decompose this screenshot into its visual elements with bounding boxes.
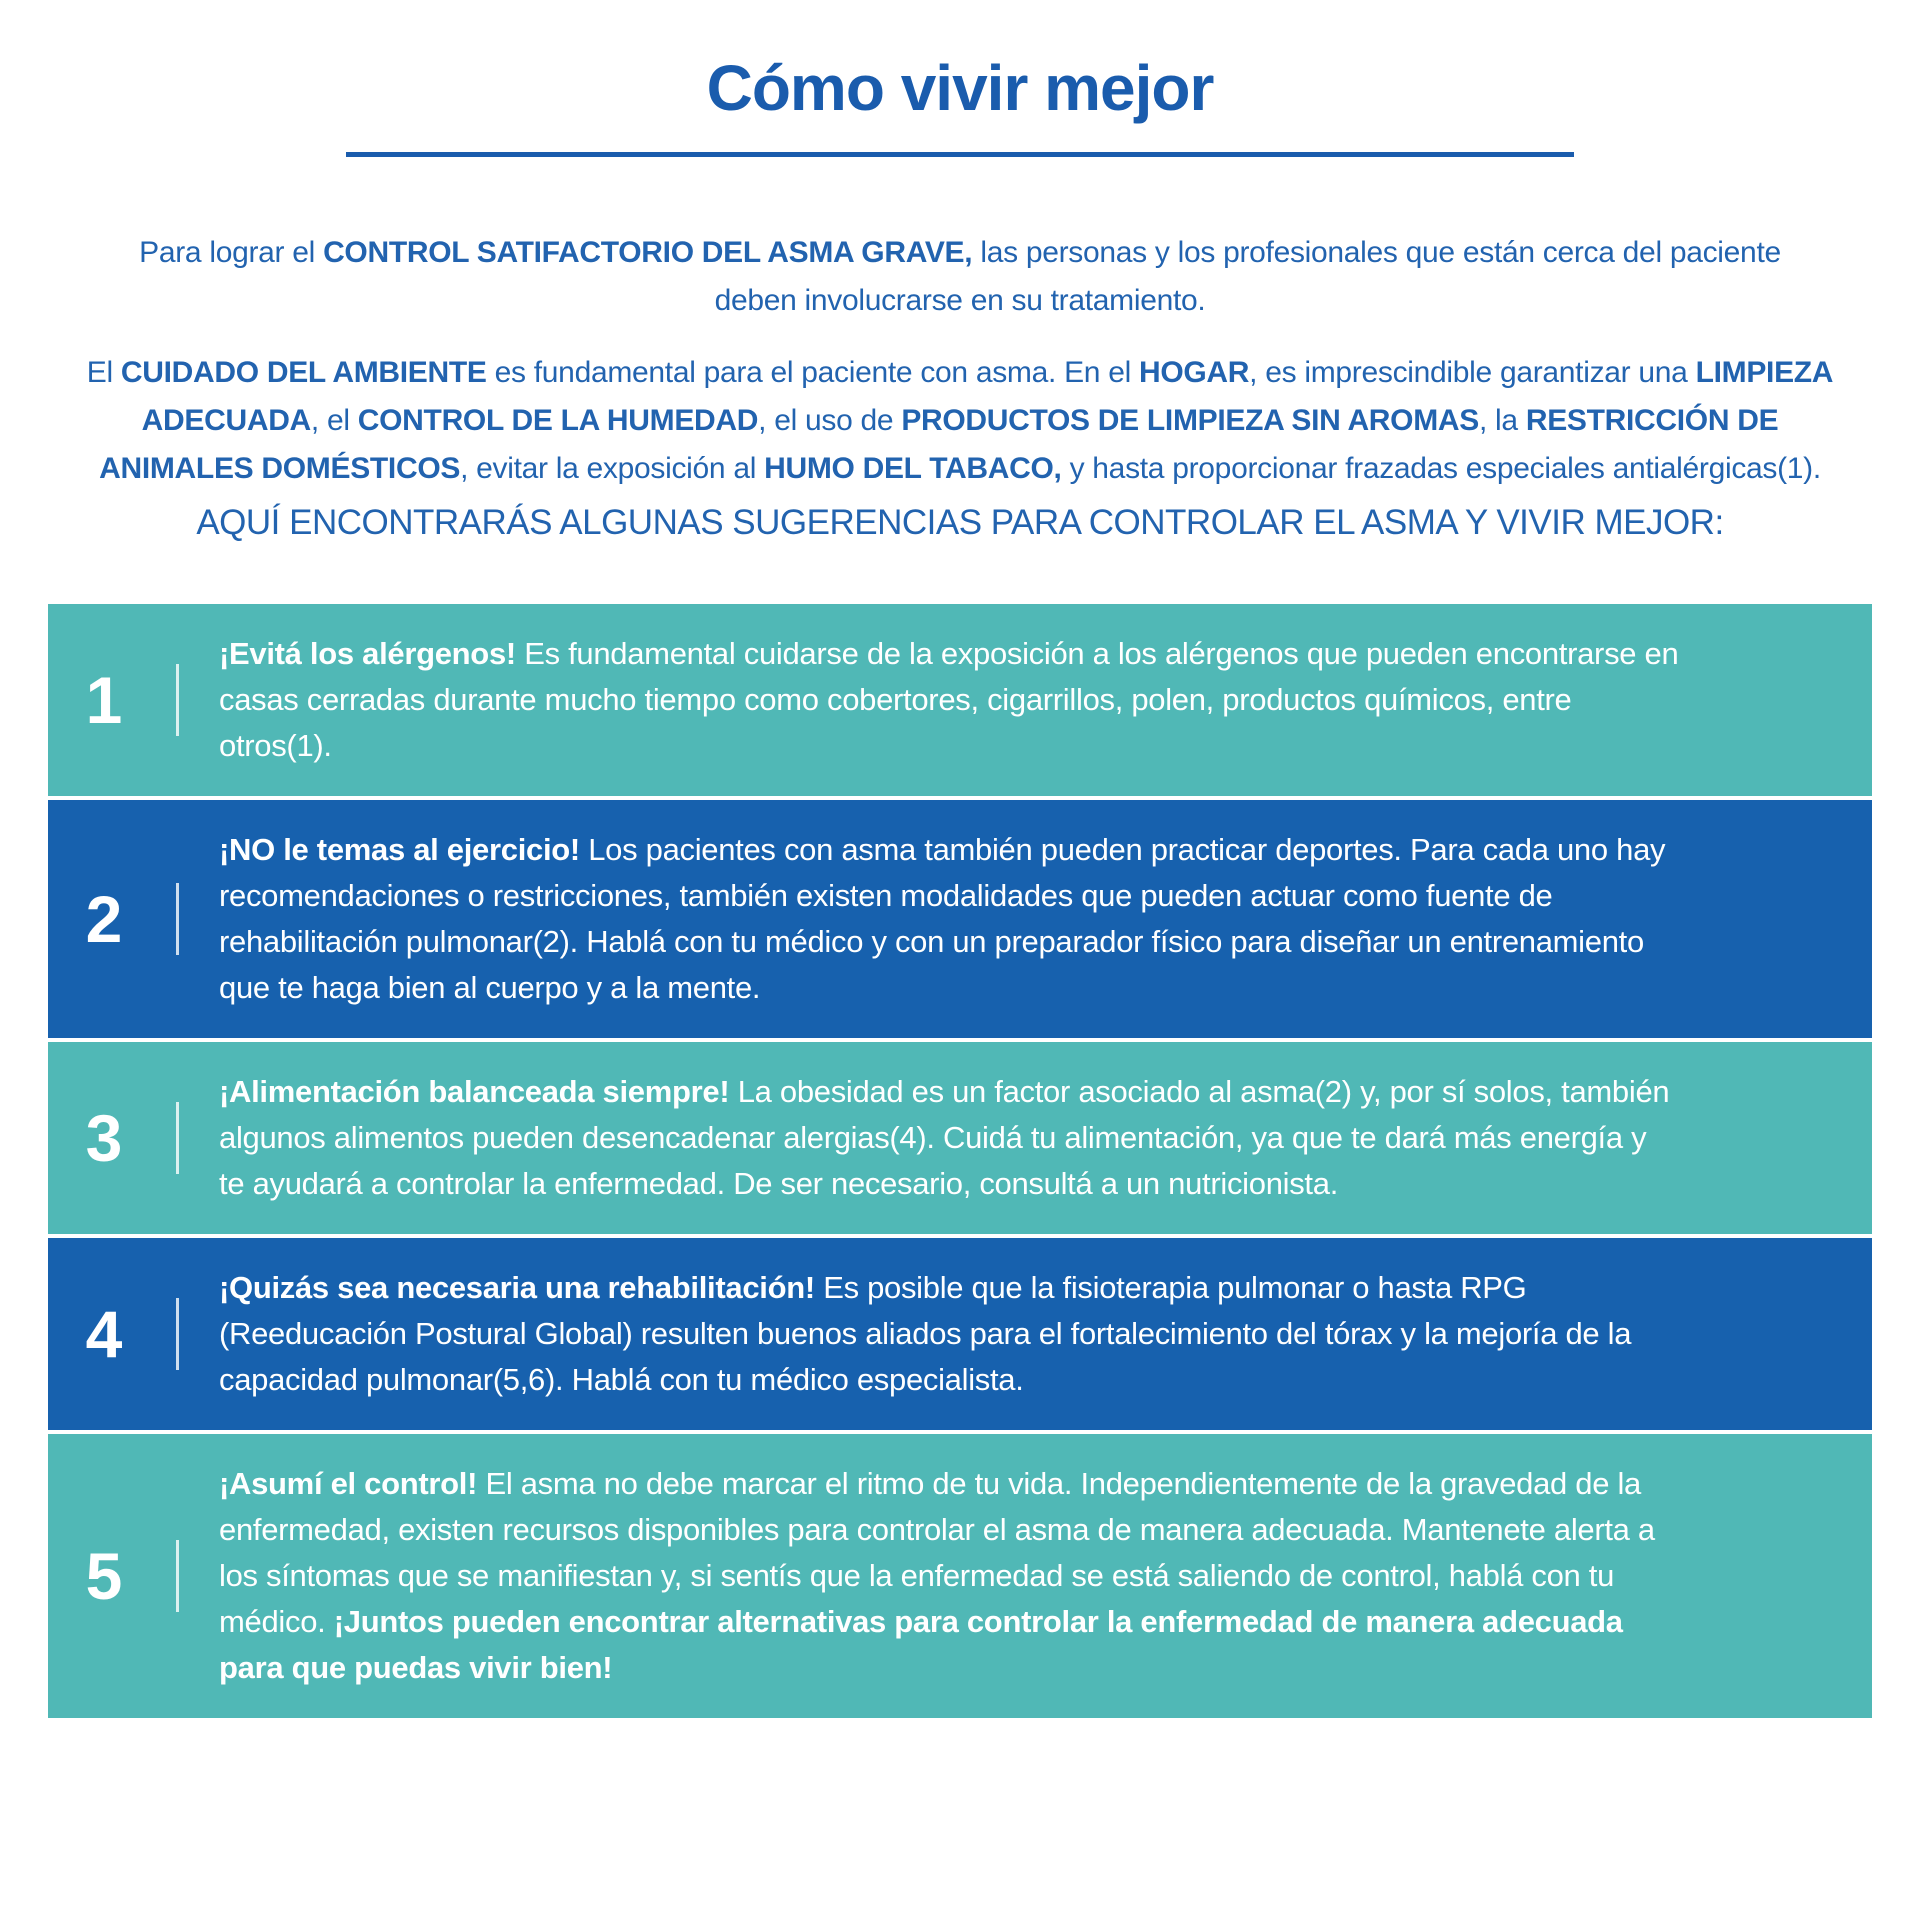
title-underline: [346, 152, 1574, 157]
band-text: ¡Evitá los alérgenos! Es fundamental cuidarse de la exposición a los alérgenos que pueden encontrarse en casas cerradas durante mucho tiempo como cobertores, cigarrillos, polen, productos químicos, entre otros(1).: [219, 636, 1679, 763]
section-heading: AQUÍ ENCONTRARÁS ALGUNAS SUGERENCIAS PARA CONTROLAR EL ASMA Y VIVIR MEJOR:: [196, 503, 1724, 542]
suggestion-band-5: [48, 1434, 1872, 1718]
band-text: ¡Alimentación balanceada siempre! La obesidad es un factor asociado al asma(2) y, por sí solos, también algunos alimentos pueden desencadenar alergias(4). Cuidá tu alimentación, ya que te dará más energía y te ayudará a controlar la enfermedad. De ser necesario, consultá a un nutricionista.: [219, 1074, 1670, 1201]
suggestion-band-4: [48, 1238, 1872, 1430]
suggestion-band-1: [48, 604, 1872, 796]
band-number: 1: [85, 663, 123, 737]
environment-paragraph: El CUIDADO DEL AMBIENTE es fundamental para el paciente con asma. En el HOGAR, es imprescindible garantizar una LIMPIEZA ADECUADA, el CONTROL DE LA HUMEDAD, el uso de PRODUCTOS DE LIMPIEZA SIN AROMAS, la RESTRICCIÓN DE ANIMALES DOMÉSTICOS, evitar la exposición al HUMO DEL TABACO, y hasta proporcionar frazadas especiales antialérgicas(1).: [86, 356, 1834, 485]
page-title: Cómo vivir mejor: [706, 52, 1214, 124]
band-number: 4: [85, 1297, 123, 1371]
band-number: 2: [85, 882, 123, 956]
band-text: ¡NO le temas al ejercicio! Los pacientes con asma también pueden practicar deportes. Para cada uno hay recomendaciones o restricciones, también existen modalidades que pueden actuar como fuente de rehabilitación pulmonar(2). Hablá con tu médico y con un preparador físico para diseñar un entrenamiento que te haga bien al cuerpo y a la mente.: [219, 832, 1666, 1005]
suggestion-band-3: [48, 1042, 1872, 1234]
band-number: 5: [85, 1539, 123, 1613]
band-text: ¡Asumí el control! El asma no debe marcar el ritmo de tu vida. Independientemente de la gravedad de la enfermedad, existen recursos disponibles para controlar el asma de manera adecuada. Mantenete alerta a los síntomas que se manifiestan y, si sentís que la enfermedad se está saliendo de control, hablá con tu médico. ¡Juntos pueden encontrar alternativas para controlar la enfermedad de manera adecuada para que puedas vivir bien!: [219, 1466, 1655, 1685]
band-text: ¡Quizás sea necesaria una rehabilitación! Es posible que la fisioterapia pulmonar o hasta RPG (Reeducación Postural Global) resulten buenos aliados para el fortalecimiento del tórax y la mejoría de la capacidad pulmonar(5,6). Hablá con tu médico especialista.: [219, 1270, 1632, 1397]
intro-paragraph: Para lograr el CONTROL SATIFACTORIO DEL ASMA GRAVE, las personas y los profesionales que están cerca del paciente deben involucrarse en su tratamiento.: [139, 236, 1781, 317]
band-number: 3: [85, 1101, 123, 1175]
suggestions-list: [48, 604, 1872, 1718]
suggestion-band-2: [48, 800, 1872, 1038]
